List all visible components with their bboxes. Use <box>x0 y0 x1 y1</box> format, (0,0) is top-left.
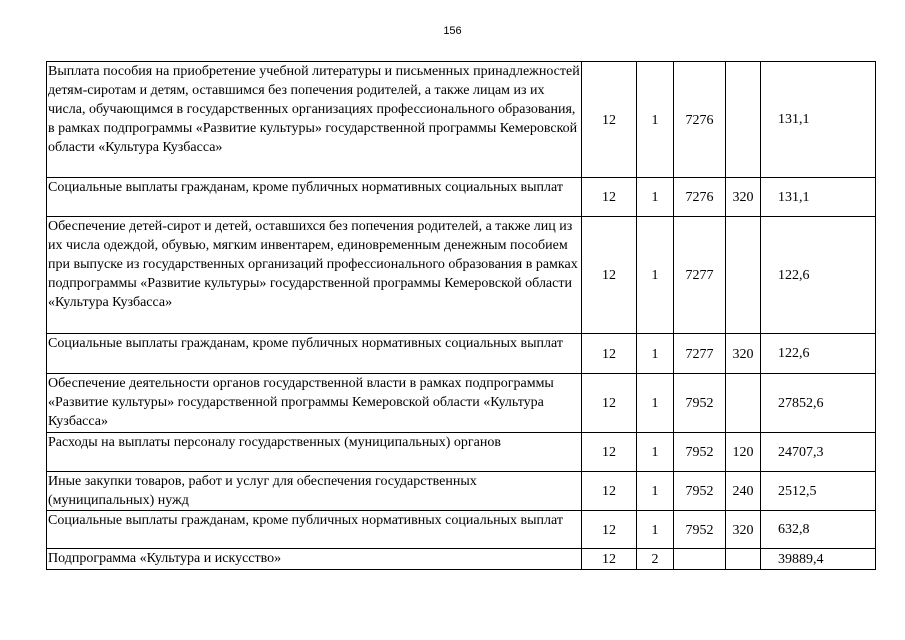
row-section: 12 <box>582 511 637 549</box>
row-expense-type: 320 <box>726 511 761 549</box>
row-target: 7952 <box>674 433 726 472</box>
row-subsection: 1 <box>637 62 674 178</box>
row-expense-type <box>726 217 761 334</box>
row-amount: 39889,4 <box>761 549 876 570</box>
row-section: 12 <box>582 178 637 217</box>
row-expense-type <box>726 62 761 178</box>
row-amount: 131,1 <box>761 178 876 217</box>
row-section: 12 <box>582 217 637 334</box>
row-amount: 632,8 <box>761 511 876 549</box>
row-name: Расходы на выплаты персоналу государственных (муниципальных) органов <box>47 433 582 472</box>
row-expense-type: 120 <box>726 433 761 472</box>
row-subsection: 1 <box>637 178 674 217</box>
row-section: 12 <box>582 472 637 511</box>
row-name: Обеспечение детей-сирот и детей, оставшихся без попечения родителей, а также лиц из их числа одеждой, обувью, мягким инвентарем, единовременным денежным пособием при выпуске из государственных организаций профессионального образования в рамках подпрограммы «Развитие культуры» государственной программы Кемеровской области «Культура Кузбасса» <box>47 217 582 334</box>
row-amount: 27852,6 <box>761 374 876 433</box>
table-row <box>47 549 876 570</box>
table-row <box>47 62 876 178</box>
row-expense-type: 240 <box>726 472 761 511</box>
row-section: 12 <box>582 62 637 178</box>
row-name: Социальные выплаты гражданам, кроме публичных нормативных социальных выплат <box>47 334 582 374</box>
row-section: 12 <box>582 433 637 472</box>
row-name: Обеспечение деятельности органов государственной власти в рамках подпрограммы «Развитие культуры» государственной программы Кемеровской области «Культура Кузбасса» <box>47 374 582 433</box>
row-amount: 122,6 <box>761 334 876 374</box>
row-target: 7952 <box>674 472 726 511</box>
row-target: 7276 <box>674 178 726 217</box>
row-name: Иные закупки товаров, работ и услуг для обеспечения государственных (муниципальных) нужд <box>47 472 582 511</box>
row-expense-type: 320 <box>726 178 761 217</box>
row-subsection: 1 <box>637 433 674 472</box>
row-subsection: 1 <box>637 217 674 334</box>
row-amount: 131,1 <box>761 62 876 178</box>
row-subsection: 1 <box>637 511 674 549</box>
row-amount: 24707,3 <box>761 433 876 472</box>
row-expense-type: 320 <box>726 334 761 374</box>
row-amount: 122,6 <box>761 217 876 334</box>
row-target: 7952 <box>674 511 726 549</box>
row-target: 7277 <box>674 334 726 374</box>
row-subsection: 1 <box>637 472 674 511</box>
row-expense-type <box>726 549 761 570</box>
row-section: 12 <box>582 334 637 374</box>
row-target <box>674 549 726 570</box>
table-row <box>47 511 876 549</box>
table-row <box>47 374 876 433</box>
row-name: Подпрограмма «Культура и искусство» <box>47 549 582 570</box>
budget-table <box>46 61 876 570</box>
row-subsection: 1 <box>637 374 674 433</box>
row-subsection: 1 <box>637 334 674 374</box>
table-row <box>47 433 876 472</box>
row-subsection: 2 <box>637 549 674 570</box>
row-expense-type <box>726 374 761 433</box>
page-number: 156 <box>443 25 462 37</box>
row-target: 7277 <box>674 217 726 334</box>
row-name: Социальные выплаты гражданам, кроме публичных нормативных социальных выплат <box>47 178 582 217</box>
row-name: Социальные выплаты гражданам, кроме публичных нормативных социальных выплат <box>47 511 582 549</box>
table-row <box>47 472 876 511</box>
row-target: 7276 <box>674 62 726 178</box>
row-section: 12 <box>582 374 637 433</box>
table-row <box>47 217 876 334</box>
row-target: 7952 <box>674 374 726 433</box>
row-amount: 2512,5 <box>761 472 876 511</box>
row-section: 12 <box>582 549 637 570</box>
table-row <box>47 334 876 374</box>
table-row <box>47 178 876 217</box>
row-name: Выплата пособия на приобретение учебной литературы и письменных принадлежностей детям-сиротам и детям, оставшимся без попечения родителей, а также лицам из их числа, обучающимся в государственных организациях профессионального образования, в рамках подпрограммы «Развитие культуры» государственной программы Кемеровской области «Культура Кузбасса» <box>47 62 582 178</box>
